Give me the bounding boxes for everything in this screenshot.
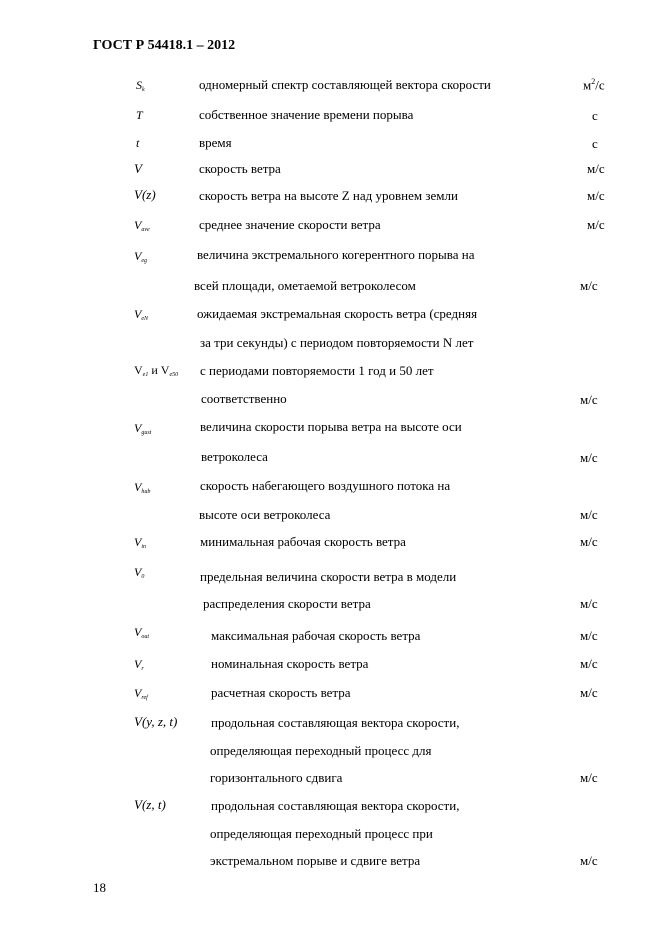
definition-text: продольная составляющая вектора скорости,	[211, 715, 460, 730]
definition-text: время	[199, 135, 232, 150]
definition-text: продольная составляющая вектора скорости,	[211, 798, 460, 813]
definition-text: собственное значение времени порыва	[199, 107, 414, 122]
unit-label: $м^2/с$	[583, 77, 605, 93]
definition-text: высоте оси ветроколеса	[199, 507, 331, 522]
unit-label: м/с	[580, 628, 598, 643]
unit-label: м/с	[580, 534, 598, 549]
unit-label: м/с	[580, 685, 598, 700]
unit-label: м/с	[587, 217, 605, 232]
unit-label: м/с	[580, 596, 598, 611]
definition-text: скорость ветра	[199, 161, 281, 176]
symbol-v-en: $V_{eN}$	[134, 307, 149, 322]
symbol-v-ave: $V_{ave}$	[134, 218, 150, 233]
definition-text: величина скорости порыва ветра на высоте оси	[200, 419, 462, 434]
unit-label: с	[592, 108, 598, 123]
definition-text: ветроколеса	[201, 449, 268, 464]
definition-text: номинальная скорость ветра	[211, 656, 369, 671]
definition-text: соответственно	[201, 391, 287, 406]
unit-label: м/с	[580, 450, 598, 465]
definition-text: распределения скорости ветра	[203, 596, 371, 611]
unit-label: м/с	[580, 656, 598, 671]
definition-text: экстремальном порыве и сдвиге ветра	[210, 853, 421, 868]
symbol-v-hub: $V_{hub}$	[134, 480, 151, 495]
definition-text: скорость ветра на высоте Z над уровнем земли	[199, 188, 458, 203]
symbol-v-r: $V_r$	[134, 657, 144, 672]
symbol-v-out: $V_{out}$	[134, 625, 150, 640]
unit-label: м/с	[580, 853, 598, 868]
definition-text: ожидаемая экстремальная скорость ветра (средняя	[197, 306, 478, 321]
symbol-v-ref: $V_{ref}$	[134, 686, 148, 701]
symbol-v-0: $V_0$	[134, 565, 145, 580]
unit-label: м/с	[580, 278, 598, 293]
unit-label: с	[592, 136, 598, 151]
symbol-v: V	[134, 161, 142, 176]
definition-text: за три секунды) с периодом повторяемости N лет	[200, 335, 474, 350]
symbol-v-eg: $V_{eg}$	[134, 249, 148, 264]
definition-text: минимальная рабочая скорость ветра	[200, 534, 406, 549]
symbol-v-yzt: V(y, z, t)	[134, 714, 178, 729]
definition-text: одномерный спектр составляющей вектора скорости	[199, 77, 491, 92]
symbol-v-in: $V_{in}$	[134, 535, 147, 550]
definition-text: предельная величина скорости ветра в модели	[200, 569, 457, 584]
unit-label: м/с	[580, 392, 598, 407]
definition-text: с периодами повторяемости 1 год и 50 лет	[200, 363, 434, 378]
symbol-t-upper: T	[136, 108, 143, 122]
symbol-v-zt: V(z, t)	[134, 797, 166, 812]
definition-text: горизонтального сдвига	[210, 770, 343, 785]
unit-label: м/с	[580, 507, 598, 522]
definition-text: определяющая переходный процесс при	[210, 826, 433, 841]
definition-text: величина экстремального когерентного порыва на	[197, 247, 475, 262]
symbol-v-z: V(z)	[134, 187, 156, 202]
definition-text: максимальная рабочая скорость ветра	[211, 628, 421, 643]
definition-text: всей площади, ометаемой ветроколесом	[194, 278, 416, 293]
page-number: 18	[93, 880, 106, 895]
unit-label: м/с	[587, 161, 605, 176]
symbol-s-k: $S_k$	[136, 78, 145, 93]
symbol-t-lower: t	[136, 136, 140, 150]
definition-text: определяющая переходный процесс для	[210, 743, 432, 758]
unit-label: м/с	[587, 188, 605, 203]
definition-text: скорость набегающего воздушного потока на	[200, 478, 451, 493]
symbol-v-e1-v-e50: $V_{e1}$ и $V_{e50}$	[134, 363, 179, 378]
definition-text: расчетная скорость ветра	[211, 685, 351, 700]
definition-text: среднее значение скорости ветра	[199, 217, 381, 232]
unit-label: м/с	[580, 770, 598, 785]
document-header: ГОСТ Р 54418.1 – 2012	[93, 38, 236, 53]
symbol-v-gust: $V_{gust}$	[134, 421, 152, 436]
